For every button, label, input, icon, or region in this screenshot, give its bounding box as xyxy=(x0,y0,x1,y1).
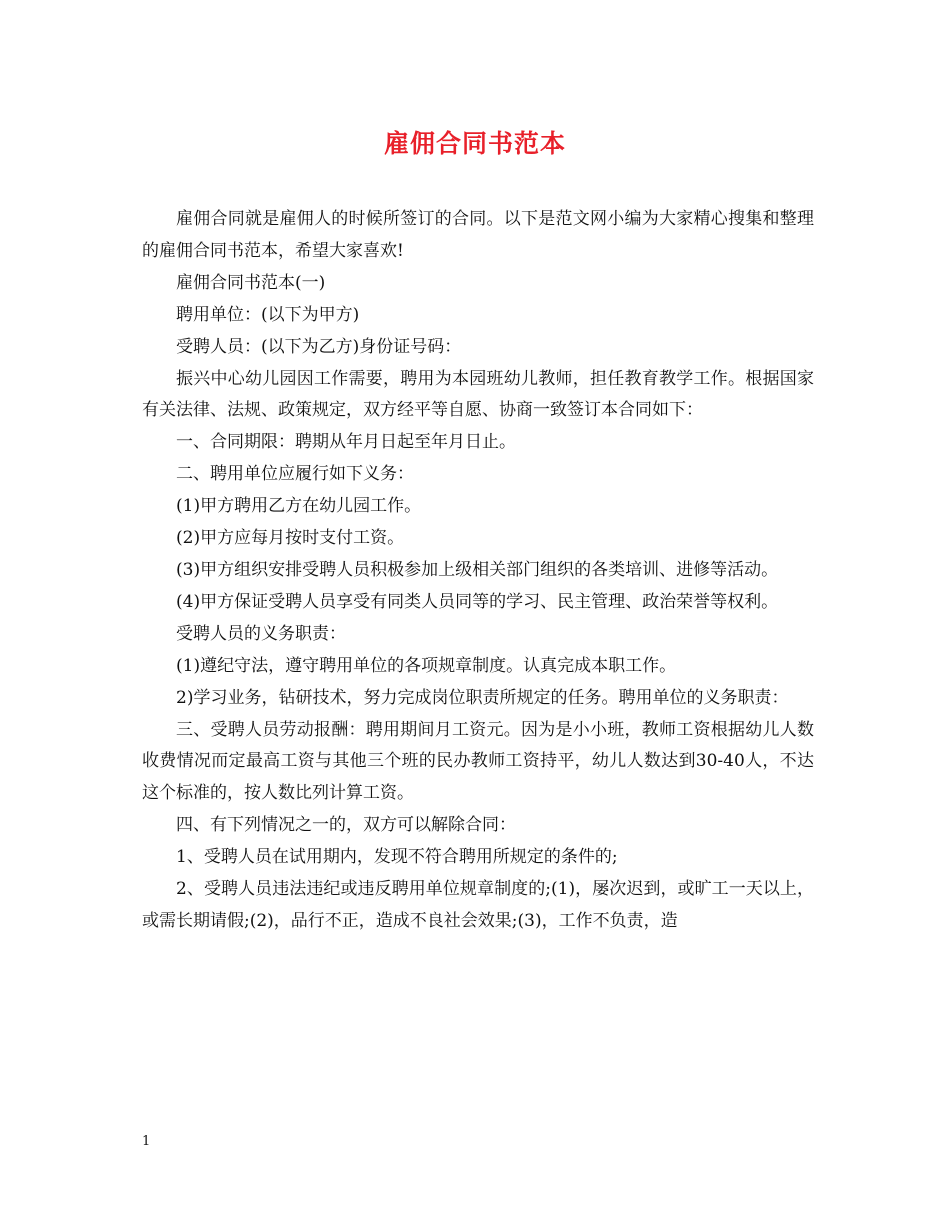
paragraph-employer-duties: 二、聘用单位应履行如下义务： xyxy=(176,464,414,485)
paragraph-preamble: 振兴中心幼儿园因工作需要，聘用为本园班幼儿教师，担任教育教学工作。根据国家有关法律、法规、政策规定，双方经平等自愿、协商一致签订本合同如下： xyxy=(142,368,814,421)
paragraph-remuneration: 三、受聘人员劳动报酬：聘用期间月工资元。因为是小小班，教师工资根据幼儿人数收费情况而定最高工资与其他三个班的民办教师工资持平，幼儿人数达到30-40人，不达这个标准的，按人数比列计算工资。 xyxy=(142,719,814,804)
paragraph-employer: 聘用单位：(以下为甲方) xyxy=(176,304,360,325)
paragraph-duty-3: (3)甲方组织安排受聘人员积极参加上级相关部门组织的各类培训、进修等活动。 xyxy=(176,559,779,580)
paragraph-employee-duties: 受聘人员的义务职责： xyxy=(176,623,346,644)
paragraph-term: 一、合同期限：聘期从年月日起至年月日止。 xyxy=(176,432,516,453)
document-title: 雇佣合同书范本 xyxy=(383,129,566,158)
paragraph-employee-duty-1: (1)遵纪守法，遵守聘用单位的各项规章制度。认真完成本职工作。 xyxy=(176,655,677,676)
paragraph-intro: 雇佣合同就是雇佣人的时候所签订的合同。以下是范文网小编为大家精心搜集和整理的雇佣合同书范本，希望大家喜欢! xyxy=(142,209,814,261)
paragraph-termination-2: 2、受聘人员违法违纪或违反聘用单位规章制度的;(1)，屡次迟到，或旷工一天以上，或需长期请假;(2)，品行不正，造成不良社会效果;(3)，工作不负责，造 xyxy=(142,879,814,931)
paragraph-termination: 四、有下列情况之一的，双方可以解除合同： xyxy=(176,815,516,836)
paragraph-employee-duty-2: 2)学习业务，钻研技术，努力完成岗位职责所规定的任务。聘用单位的义务职责： xyxy=(176,687,789,708)
paragraph-duty-1: (1)甲方聘用乙方在幼儿园工作。 xyxy=(176,496,422,517)
page-number: 1 xyxy=(142,1134,151,1149)
paragraph-termination-1: 1、受聘人员在试用期内，发现不符合聘用所规定的条件的; xyxy=(176,847,618,868)
paragraph-employee: 受聘人员：(以下为乙方)身份证号码： xyxy=(176,336,462,357)
paragraph-duty-2: (2)甲方应每月按时支付工资。 xyxy=(176,528,405,549)
paragraph-duty-4: (4)甲方保证受聘人员享受有同类人员同等的学习、民主管理、政治荣誉等权利。 xyxy=(176,591,779,612)
paragraph-heading: 雇佣合同书范本(一) xyxy=(176,272,326,293)
document-body xyxy=(142,204,814,938)
